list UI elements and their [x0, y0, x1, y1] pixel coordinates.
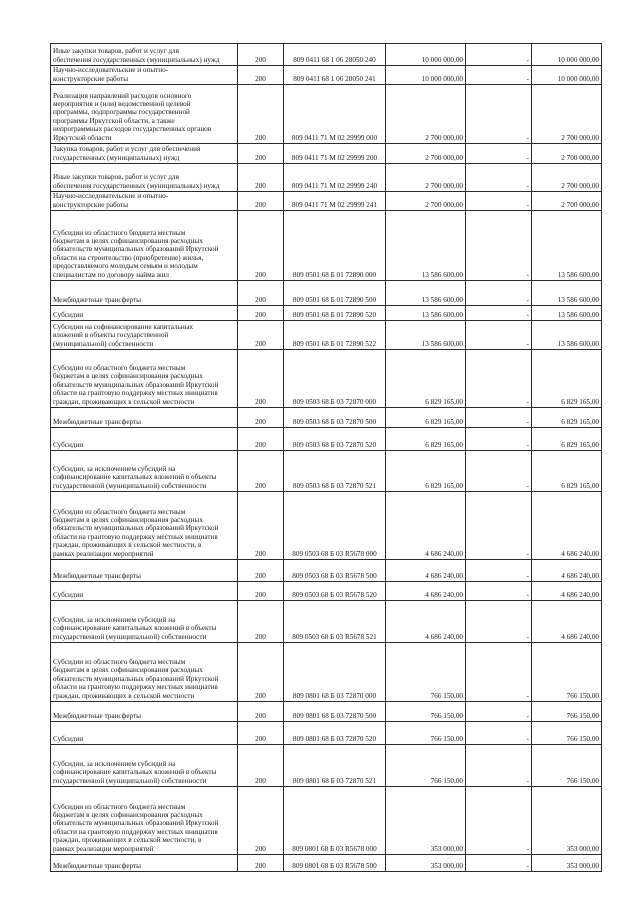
- expense-name-cell: Межбюджетные трансферты: [51, 281, 238, 306]
- expense-name-cell: Научно-исследовательские и опытно- конструкторские работы: [51, 192, 238, 211]
- expense-name-cell: Субсидии: [51, 306, 238, 321]
- empty-value-cell: -: [466, 582, 532, 601]
- line-code-cell: 200: [238, 492, 284, 560]
- empty-value-cell: -: [466, 702, 532, 722]
- executed-amount-cell: 13 586 600,00: [532, 211, 602, 281]
- approved-amount-cell: 6 829 165,00: [386, 451, 466, 492]
- approved-amount-cell: 353 000,00: [386, 855, 466, 872]
- expense-name-cell: Субсидии, за исключением субсидий на софинансирование капитальных вложений в объекты государственной (муниципальной) собственности: [51, 451, 238, 492]
- budget-classification-code-cell: 809 0503 68 Б 03 72870 521: [284, 451, 386, 492]
- budget-classification-code-cell: 809 0801 68 Б 03 R5678 500: [284, 855, 386, 872]
- table-row: [51, 66, 602, 85]
- empty-value-cell: -: [466, 560, 532, 582]
- table-row: [51, 85, 602, 144]
- approved-amount-cell: 766 150,00: [386, 643, 466, 702]
- budget-classification-code-cell: 809 0503 68 Б 03 R5678 000: [284, 492, 386, 560]
- approved-amount-cell: 4 686 240,00: [386, 601, 466, 643]
- empty-value-cell: -: [466, 164, 532, 192]
- empty-value-cell: -: [466, 350, 532, 408]
- table-row: [51, 408, 602, 428]
- approved-amount-cell: 2 700 000,00: [386, 144, 466, 164]
- executed-amount-cell: 2 700 000,00: [532, 144, 602, 164]
- line-code-cell: 200: [238, 643, 284, 702]
- line-code-cell: 200: [238, 350, 284, 408]
- line-code-cell: 200: [238, 560, 284, 582]
- empty-value-cell: -: [466, 745, 532, 787]
- empty-value-cell: -: [466, 408, 532, 428]
- budget-classification-code-cell: 809 0411 71 М 02 29999 240: [284, 164, 386, 192]
- line-code-cell: 200: [238, 601, 284, 643]
- empty-value-cell: -: [466, 281, 532, 306]
- approved-amount-cell: 766 150,00: [386, 702, 466, 722]
- executed-amount-cell: 6 829 165,00: [532, 428, 602, 451]
- executed-amount-cell: 6 829 165,00: [532, 451, 602, 492]
- expense-name-cell: Субсидии: [51, 722, 238, 745]
- executed-amount-cell: 4 686 240,00: [532, 582, 602, 601]
- executed-amount-cell: 13 586 600,00: [532, 281, 602, 306]
- budget-classification-code-cell: 809 0801 68 Б 03 R5678 000: [284, 787, 386, 855]
- table-row: [51, 428, 602, 451]
- budget-classification-code-cell: 809 0501 68 Б 01 72890 000: [284, 211, 386, 281]
- line-code-cell: 200: [238, 306, 284, 321]
- line-code-cell: 200: [238, 85, 284, 144]
- budget-classification-code-cell: 809 0503 68 Б 03 R5678 500: [284, 560, 386, 582]
- approved-amount-cell: 2 700 000,00: [386, 164, 466, 192]
- expense-name-cell: Субсидии на софинансирование капитальных вложений в объекты государственной (муниципальной) собственности: [51, 321, 238, 350]
- table-row: [51, 451, 602, 492]
- expense-name-cell: Субсидии, за исключением субсидий на софинансирование капитальных вложений в объекты государственной (муниципальной) собственности: [51, 745, 238, 787]
- budget-classification-code-cell: 809 0801 68 Б 03 72870 500: [284, 702, 386, 722]
- table-row: [51, 722, 602, 745]
- empty-value-cell: -: [466, 428, 532, 451]
- line-code-cell: 200: [238, 745, 284, 787]
- approved-amount-cell: 6 829 165,00: [386, 408, 466, 428]
- approved-amount-cell: 10 000 000,00: [386, 44, 466, 66]
- executed-amount-cell: 6 829 165,00: [532, 350, 602, 408]
- expense-name-cell: Субсидии из областного бюджета местным бюджетам в целях софинансирования расходных обязательств муниципальных образований Иркутской области на грантовую поддержку местных инициатив граждан, проживающих в сельской местности: [51, 643, 238, 702]
- executed-amount-cell: 4 686 240,00: [532, 492, 602, 560]
- expense-name-cell: Субсидии: [51, 428, 238, 451]
- approved-amount-cell: 13 586 600,00: [386, 281, 466, 306]
- executed-amount-cell: 766 150,00: [532, 745, 602, 787]
- executed-amount-cell: 4 686 240,00: [532, 601, 602, 643]
- expense-name-cell: Межбюджетные трансферты: [51, 702, 238, 722]
- line-code-cell: 200: [238, 451, 284, 492]
- expense-name-cell: Межбюджетные трансферты: [51, 408, 238, 428]
- approved-amount-cell: 4 686 240,00: [386, 492, 466, 560]
- budget-classification-code-cell: 809 0503 68 Б 03 72870 000: [284, 350, 386, 408]
- empty-value-cell: -: [466, 66, 532, 85]
- table-row: [51, 321, 602, 350]
- line-code-cell: 200: [238, 722, 284, 745]
- expense-name-cell: Субсидии из областного бюджета местным бюджетам в целях софинансирования расходных обязательств муниципальных образований Иркутской области на строительство (приобретение) жилья, предоставляемого молодым семьям и молодым специалистам по договору найма жил: [51, 211, 238, 281]
- empty-value-cell: -: [466, 306, 532, 321]
- executed-amount-cell: 353 000,00: [532, 787, 602, 855]
- expense-name-cell: Межбюджетные трансферты: [51, 560, 238, 582]
- executed-amount-cell: 766 150,00: [532, 702, 602, 722]
- table-row: [51, 281, 602, 306]
- expense-name-cell: Иные закупки товаров, работ и услуг для обеспечения государственных (муниципальных) нужд: [51, 44, 238, 66]
- budget-classification-code-cell: 809 0801 68 Б 03 72870 000: [284, 643, 386, 702]
- line-code-cell: 200: [238, 66, 284, 85]
- line-code-cell: 200: [238, 582, 284, 601]
- expense-name-cell: Субсидии: [51, 582, 238, 601]
- expense-name-cell: Иные закупки товаров, работ и услуг для обеспечения государственных (муниципальных) нужд: [51, 164, 238, 192]
- empty-value-cell: -: [466, 855, 532, 872]
- table-row: [51, 560, 602, 582]
- expense-name-cell: Субсидии, за исключением субсидий на софинансирование капитальных вложений в объекты государственной (муниципальной) собственности: [51, 601, 238, 643]
- executed-amount-cell: 10 000 000,00: [532, 66, 602, 85]
- expense-name-cell: Межбюджетные трансферты: [51, 855, 238, 872]
- table-row: [51, 702, 602, 722]
- line-code-cell: 200: [238, 144, 284, 164]
- approved-amount-cell: 766 150,00: [386, 745, 466, 787]
- line-code-cell: 200: [238, 211, 284, 281]
- budget-classification-code-cell: 809 0411 68 1 06 28050 241: [284, 66, 386, 85]
- executed-amount-cell: 353 000,00: [532, 855, 602, 872]
- line-code-cell: 200: [238, 855, 284, 872]
- approved-amount-cell: 10 000 000,00: [386, 66, 466, 85]
- table-row: [51, 144, 602, 164]
- executed-amount-cell: 2 700 000,00: [532, 192, 602, 211]
- expense-name-cell: Научно-исследовательские и опытно- конструкторские работы: [51, 66, 238, 85]
- budget-classification-code-cell: 809 0411 71 М 02 29999 000: [284, 85, 386, 144]
- expense-name-cell: Закупка товаров, работ и услуг для обеспечения государственных (муниципальных) нужд: [51, 144, 238, 164]
- empty-value-cell: -: [466, 492, 532, 560]
- approved-amount-cell: 13 586 600,00: [386, 306, 466, 321]
- approved-amount-cell: 766 150,00: [386, 722, 466, 745]
- empty-value-cell: -: [466, 451, 532, 492]
- budget-classification-code-cell: 809 0503 68 Б 03 72870 500: [284, 408, 386, 428]
- approved-amount-cell: 13 586 600,00: [386, 321, 466, 350]
- executed-amount-cell: 766 150,00: [532, 643, 602, 702]
- approved-amount-cell: 6 829 165,00: [386, 350, 466, 408]
- table-row: [51, 306, 602, 321]
- executed-amount-cell: 13 586 600,00: [532, 306, 602, 321]
- line-code-cell: 200: [238, 428, 284, 451]
- approved-amount-cell: 353 000,00: [386, 787, 466, 855]
- executed-amount-cell: 10 000 000,00: [532, 44, 602, 66]
- line-code-cell: 200: [238, 164, 284, 192]
- table-row: [51, 643, 602, 702]
- budget-classification-code-cell: 809 0501 68 Б 01 72890 520: [284, 306, 386, 321]
- budget-classification-code-cell: 809 0411 71 М 02 29999 241: [284, 192, 386, 211]
- approved-amount-cell: 13 586 600,00: [386, 211, 466, 281]
- empty-value-cell: -: [466, 44, 532, 66]
- table-row: [51, 164, 602, 192]
- budget-execution-table: [50, 43, 602, 872]
- budget-classification-code-cell: 809 0801 68 Б 03 72870 521: [284, 745, 386, 787]
- table-row: [51, 582, 602, 601]
- expense-name-cell: Субсидии из областного бюджета местным бюджетам в целях софинансирования расходных обязательств муниципальных образований Иркутской области на грантовую поддержку местных инициатив граждан, проживающих в сельской местности, в рамках реализации мероприятий: [51, 787, 238, 855]
- empty-value-cell: -: [466, 643, 532, 702]
- expense-name-cell: Субсидии из областного бюджета местным бюджетам в целях софинансирования расходных обязательств муниципальных образований Иркутской области на грантовую поддержку местных инициатив граждан, проживающих в сельской местности, в рамках реализации мероприятий: [51, 492, 238, 560]
- approved-amount-cell: 4 686 240,00: [386, 582, 466, 601]
- executed-amount-cell: 2 700 000,00: [532, 85, 602, 144]
- empty-value-cell: -: [466, 211, 532, 281]
- budget-classification-code-cell: 809 0503 68 Б 03 R5678 520: [284, 582, 386, 601]
- budget-classification-code-cell: 809 0503 68 Б 03 R5678 521: [284, 601, 386, 643]
- approved-amount-cell: 2 700 000,00: [386, 85, 466, 144]
- line-code-cell: 200: [238, 787, 284, 855]
- empty-value-cell: -: [466, 144, 532, 164]
- empty-value-cell: -: [466, 722, 532, 745]
- table-row: [51, 492, 602, 560]
- budget-classification-code-cell: 809 0503 68 Б 03 72870 520: [284, 428, 386, 451]
- executed-amount-cell: 2 700 000,00: [532, 164, 602, 192]
- empty-value-cell: -: [466, 85, 532, 144]
- table-row: [51, 192, 602, 211]
- table-row: [51, 44, 602, 66]
- expense-name-cell: Субсидии из областного бюджета местным бюджетам в целях софинансирования расходных обязательств муниципальных образований Иркутской области на грантовую поддержку местных инициатив граждан, проживающих в сельской местности: [51, 350, 238, 408]
- line-code-cell: 200: [238, 44, 284, 66]
- table-body: [51, 44, 602, 872]
- table-row: [51, 350, 602, 408]
- line-code-cell: 200: [238, 192, 284, 211]
- table-row: [51, 601, 602, 643]
- empty-value-cell: -: [466, 321, 532, 350]
- executed-amount-cell: 6 829 165,00: [532, 408, 602, 428]
- empty-value-cell: -: [466, 787, 532, 855]
- empty-value-cell: -: [466, 601, 532, 643]
- budget-table-sheet: [50, 43, 601, 872]
- table-row: [51, 745, 602, 787]
- line-code-cell: 200: [238, 702, 284, 722]
- budget-classification-code-cell: 809 0501 68 Б 01 72890 500: [284, 281, 386, 306]
- executed-amount-cell: 4 686 240,00: [532, 560, 602, 582]
- line-code-cell: 200: [238, 408, 284, 428]
- approved-amount-cell: 2 700 000,00: [386, 192, 466, 211]
- budget-classification-code-cell: 809 0801 68 Б 03 72870 520: [284, 722, 386, 745]
- executed-amount-cell: 13 586 600,00: [532, 321, 602, 350]
- approved-amount-cell: 6 829 165,00: [386, 428, 466, 451]
- empty-value-cell: -: [466, 192, 532, 211]
- line-code-cell: 200: [238, 281, 284, 306]
- expense-name-cell: Реализация направлений расходов основного мероприятия и (или) ведомственной целевой программы, подпрограммы государственной программы Иркутской области, а также непрограммных расходов государственных органов Иркутской области: [51, 85, 238, 144]
- table-row: [51, 211, 602, 281]
- table-row: [51, 855, 602, 872]
- approved-amount-cell: 4 686 240,00: [386, 560, 466, 582]
- executed-amount-cell: 766 150,00: [532, 722, 602, 745]
- budget-classification-code-cell: 809 0411 68 1 06 28050 240: [284, 44, 386, 66]
- line-code-cell: 200: [238, 321, 284, 350]
- budget-classification-code-cell: 809 0501 68 Б 01 72890 522: [284, 321, 386, 350]
- budget-classification-code-cell: 809 0411 71 М 02 29999 200: [284, 144, 386, 164]
- table-row: [51, 787, 602, 855]
